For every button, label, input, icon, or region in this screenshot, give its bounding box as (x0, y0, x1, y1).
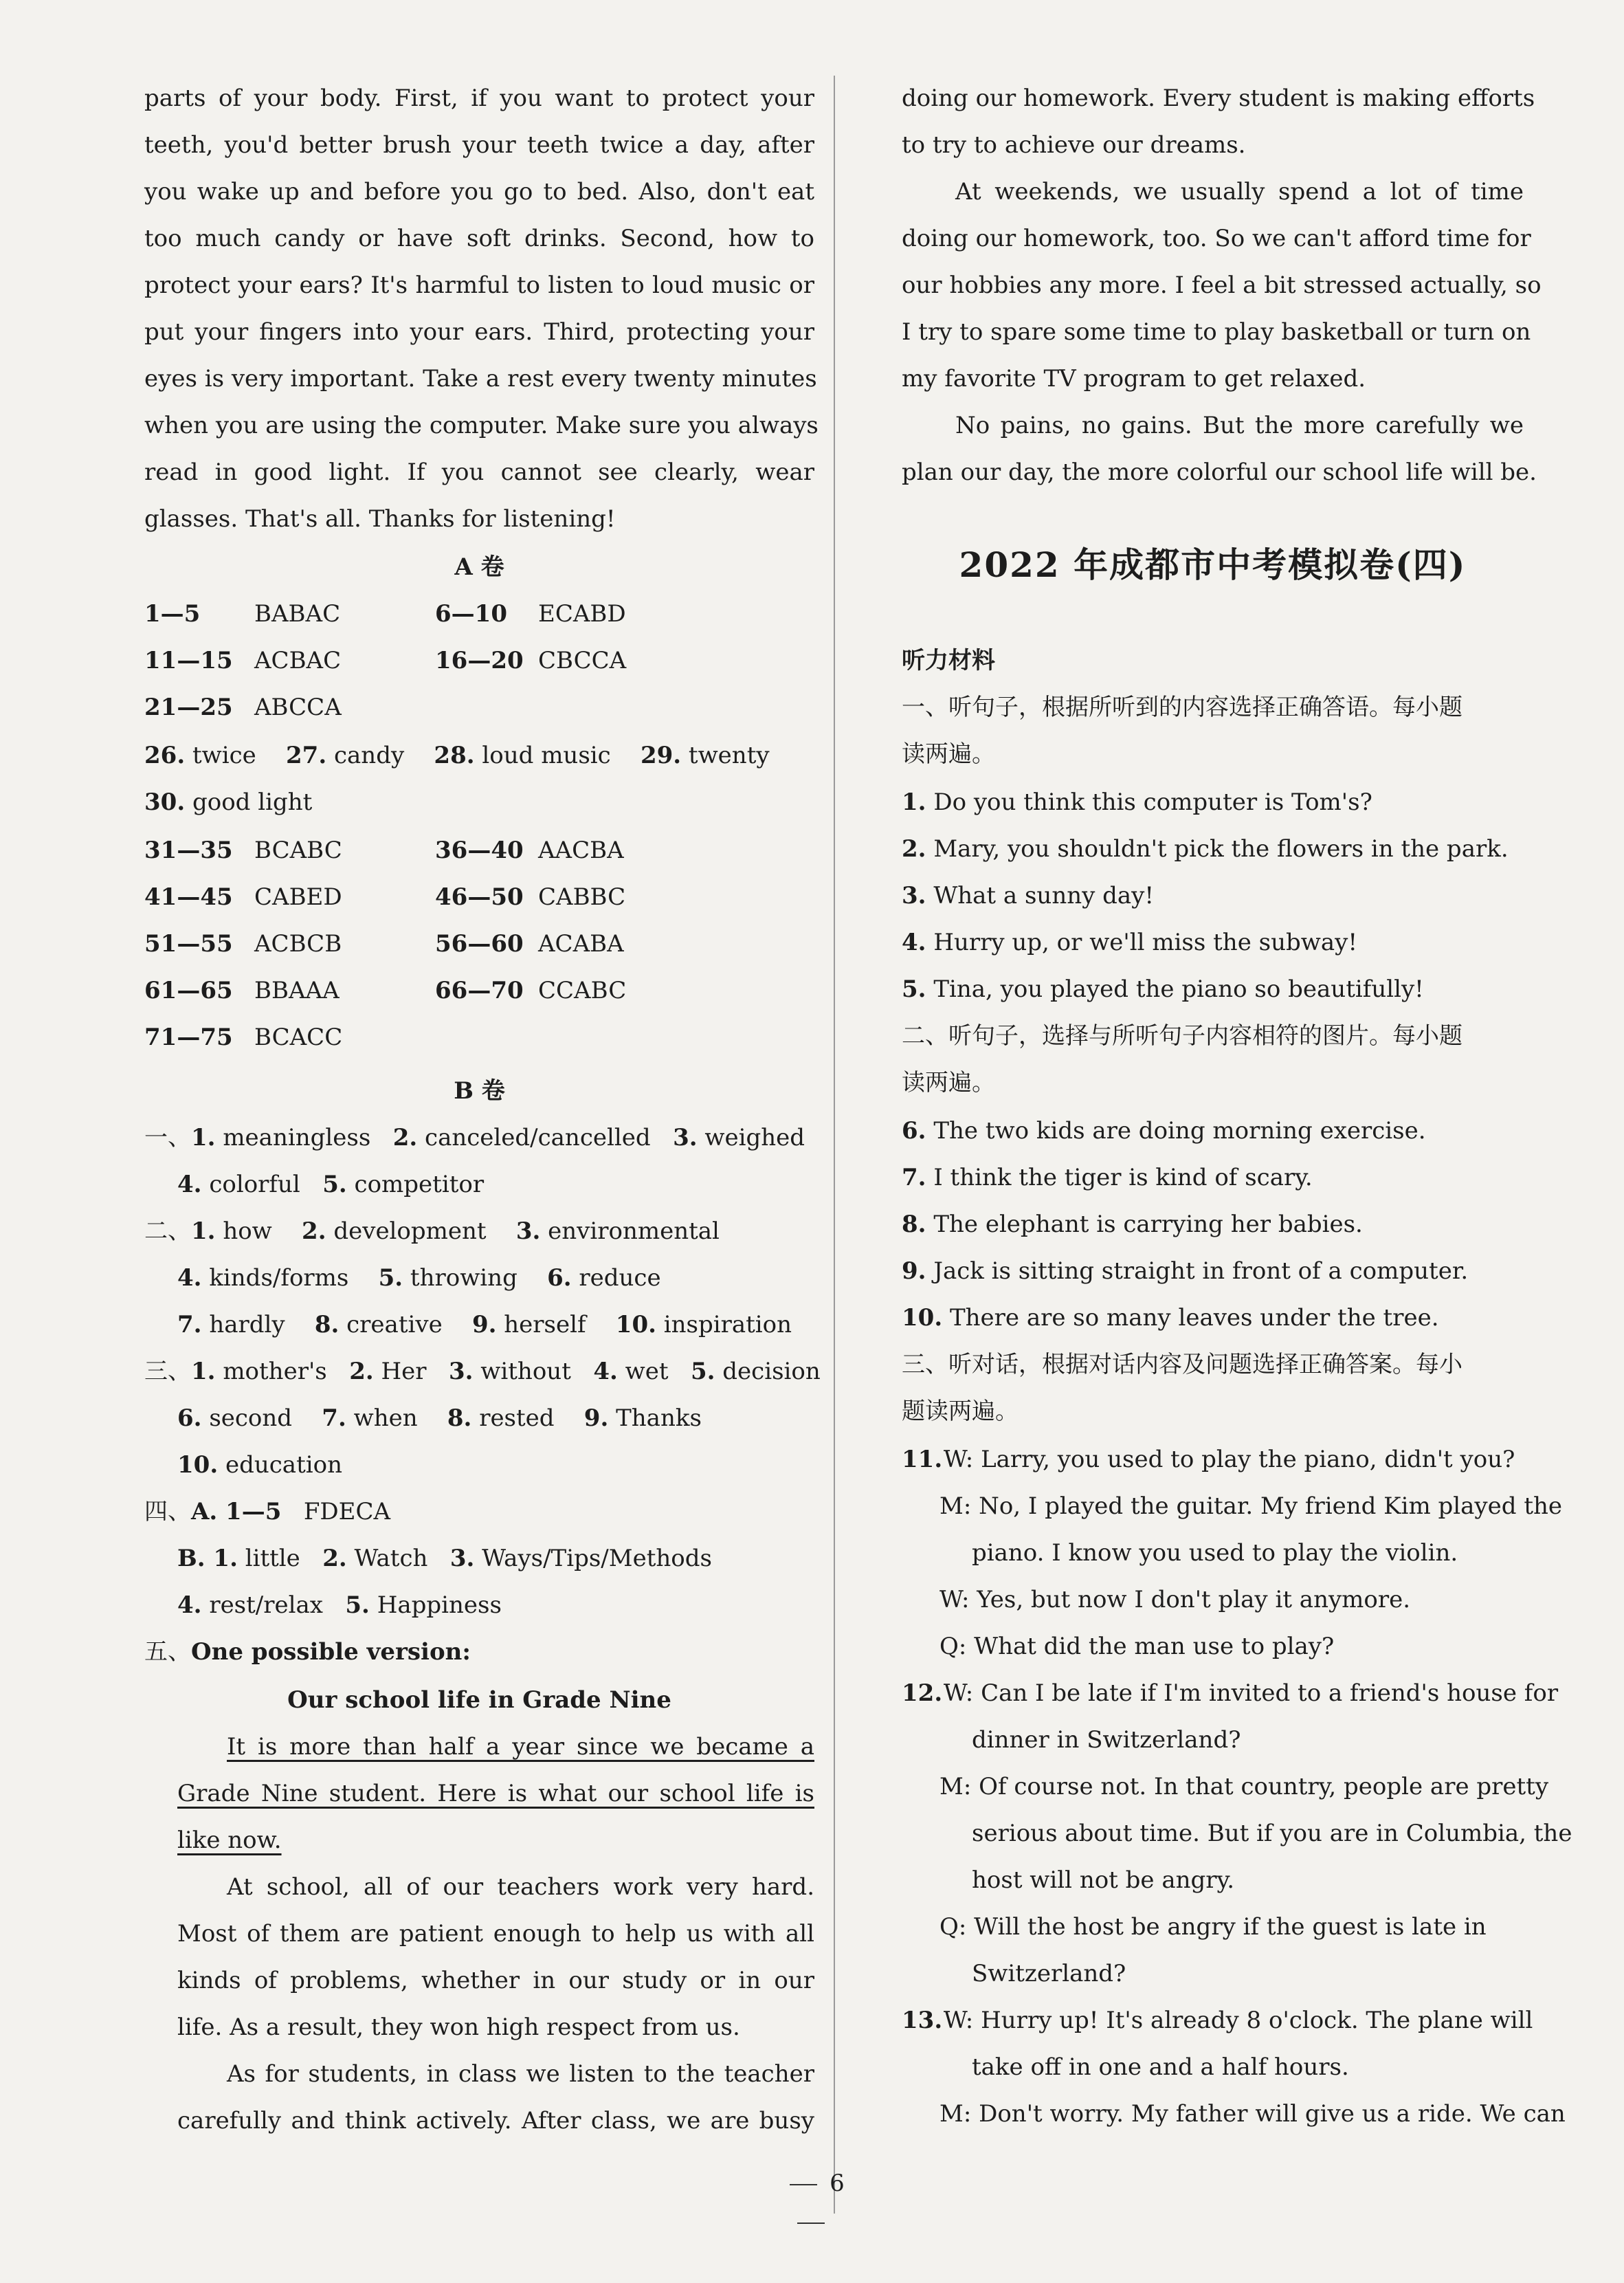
essay-line: parts of your body. First, if you want to protect your (144, 85, 814, 112)
answer-row: 1—5 BABAC 6—10 ECABD (144, 600, 626, 628)
answer-row: 11—15 ACBAC 16—20 CBCCA (144, 647, 627, 674)
answer-row: 61—65 BBAAA 66—70 CCABC (144, 977, 627, 1004)
exam-title: 2022 年成都市中考模拟卷(四) (959, 544, 1467, 585)
essay-line: protect your ears? It's harmful to listen to loud music or (144, 272, 814, 299)
dialogue-line: 11. W: Larry, you used to play the piano, didn't you? (902, 1446, 1515, 1473)
column-divider (834, 76, 835, 2214)
b-part-3: 三、1. mother's 2. Her 3. without 4. wet 5. decision (144, 1358, 821, 1385)
b-part-1: 一、1. meaningless 2. canceled/cancelled 3. weighed (144, 1124, 805, 1151)
dialogue-line: W: Yes, but now I don't play it anymore. (939, 1586, 1411, 1613)
listening-item: 8. The elephant is carrying her babies. (902, 1211, 1363, 1238)
dialogue-line: Q: Will the host be angry if the guest is late in (939, 1913, 1487, 1941)
dialogue-line: Q: What did the man use to play? (939, 1633, 1335, 1660)
essay-line: read in good light. If you cannot see clearly, wear (144, 459, 814, 486)
dialogue-line: take off in one and a half hours. (972, 2053, 1349, 2081)
version-line: Most of them are patient enough to help us with all (177, 1920, 814, 1948)
essay-line: I try to spare some time to play basketball or turn on (902, 318, 1531, 346)
version-line: At school, all of our teachers work very hard. (227, 1873, 814, 1901)
essay-line: my favorite TV program to get relaxed. (902, 365, 1366, 393)
version-line: like now. (177, 1827, 282, 1854)
answer-row: 71—75 BCACC (144, 1024, 343, 1051)
listening-item: 9. Jack is sitting straight in front of a computer. (902, 1257, 1469, 1285)
b-part-3: 6. second 7. when 8. rested 9. Thanks (177, 1404, 702, 1432)
essay-line: when you are using the computer. Make sure you always (144, 412, 819, 439)
essay-line: At weekends, we usually spend a lot of time (955, 178, 1524, 206)
dialogue-line: 12. W: Can I be late if I'm invited to a friend's house for (902, 1679, 1559, 1707)
listening-item: 7. I think the tiger is kind of scary. (902, 1164, 1313, 1191)
essay-line: glasses. That's all. Thanks for listening! (144, 505, 616, 533)
essay-line: doing our homework. Every student is making efforts (902, 85, 1535, 112)
listening-item: 5. Tina, you played the piano so beautifully! (902, 975, 1424, 1003)
dialogue-line: 13. W: Hurry up! It's already 8 o'clock. The plane will (902, 2007, 1533, 2034)
page-number: 6 (756, 2164, 866, 2241)
answer-row: 21—25 ABCCA (144, 694, 342, 721)
b-part-5: 五、One possible version: (144, 1638, 471, 1666)
version-line: As for students, in class we listen to the teacher (227, 2060, 814, 2088)
essay-line: doing our homework, too. So we can't afford time for (902, 225, 1531, 252)
b-part-2: 4. kinds/forms 5. throwing 6. reduce (177, 1264, 661, 1292)
b-part-3: 10. education (177, 1451, 342, 1479)
essay-line: plan our day, the more colorful our school life will be. (902, 459, 1537, 486)
answer-row: 41—45 CABED 46—50 CABBC (144, 883, 626, 911)
part-1-instruction: 一、听句子，根据所听到的内容选择正确答语。每小题 (902, 694, 1462, 721)
version-line: Grade Nine student. Here is what our school life is (177, 1780, 814, 1807)
part-3-instruction: 题读两遍。 (902, 1398, 1019, 1425)
dialogue-line: M: Of course not. In that country, people are pretty (939, 1773, 1549, 1800)
essay-line: eyes is very important. Take a rest every twenty minutes (144, 365, 817, 393)
b-part-4: 四、A. 1—5 FDECA (144, 1498, 391, 1525)
b-part-4: 4. rest/relax 5. Happiness (177, 1591, 502, 1619)
dialogue-line: Switzerland? (972, 1960, 1126, 1987)
essay-line: put your fingers into your ears. Third, protecting your (144, 318, 814, 346)
section-a-heading: A 卷 (454, 553, 504, 581)
b-part-1: 4. colorful 5. competitor (177, 1171, 485, 1198)
section-b-heading: B 卷 (454, 1077, 505, 1105)
dialogue-line: piano. I know you used to play the violin. (972, 1539, 1458, 1567)
fill-answer-30: 30. good light (144, 788, 313, 816)
part-2-instruction: 二、听句子，选择与所听句子内容相符的图片。每小题 (902, 1022, 1462, 1050)
essay-line: teeth, you'd better brush your teeth twice a day, after (144, 131, 814, 159)
dialogue-line: M: No, I played the guitar. My friend Kim played the (939, 1492, 1562, 1520)
answer-row: 31—35 BCABC 36—40 AACBA (144, 837, 624, 864)
listening-item: 10. There are so many leaves under the tree. (902, 1304, 1439, 1332)
version-line: It is more than half a year since we became a (227, 1733, 814, 1761)
b-part-2: 7. hardly 8. creative 9. herself 10. inspiration (177, 1311, 792, 1338)
version-line: carefully and think actively. After class, we are busy (177, 2107, 814, 2135)
listening-item: 6. The two kids are doing morning exercise. (902, 1117, 1426, 1145)
part-3-instruction: 三、听对话，根据对话内容及问题选择正确答案。每小 (902, 1351, 1462, 1378)
version-line: life. As a result, they won high respect from us. (177, 2014, 740, 2041)
essay-title: Our school life in Grade Nine (287, 1686, 671, 1714)
dialogue-line: dinner in Switzerland? (972, 1726, 1241, 1754)
dialogue-line: host will not be angry. (972, 1866, 1235, 1894)
listening-item: 2. Mary, you shouldn't pick the flowers in the park. (902, 835, 1509, 863)
essay-line: No pains, no gains. But the more carefully we (955, 412, 1524, 439)
version-line: kinds of problems, whether in our study or in our (177, 1967, 814, 1994)
dialogue-line: M: Don't worry. My father will give us a ride. We can (939, 2100, 1566, 2128)
dialogue-line: serious about time. But if you are in Columbia, the (972, 1820, 1572, 1847)
essay-line: to try to achieve our dreams. (902, 131, 1246, 159)
b-part-2: 二、1. how 2. development 3. environmental (144, 1217, 720, 1245)
part-2-instruction: 读两遍。 (902, 1069, 995, 1096)
listening-item: 3. What a sunny day! (902, 882, 1155, 909)
essay-line: our hobbies any more. I feel a bit stressed actually, so (902, 272, 1542, 299)
essay-line: too much candy or have soft drinks. Second, how to (144, 225, 814, 252)
b-part-4: B. 1. little 2. Watch 3. Ways/Tips/Methods (177, 1545, 712, 1572)
fill-answers-26-29: 26. twice 27. candy 28. loud music 29. twenty (144, 742, 770, 769)
listening-item: 4. Hurry up, or we'll miss the subway! (902, 929, 1357, 956)
part-1-instruction: 读两遍。 (902, 740, 995, 768)
listening-item: 1. Do you think this computer is Tom's? (902, 788, 1372, 816)
answer-row: 51—55 ACBCB 56—60 ACABA (144, 930, 624, 958)
essay-line: you wake up and before you go to bed. Also, don't eat (144, 178, 814, 206)
listening-heading: 听力材料 (902, 647, 995, 674)
